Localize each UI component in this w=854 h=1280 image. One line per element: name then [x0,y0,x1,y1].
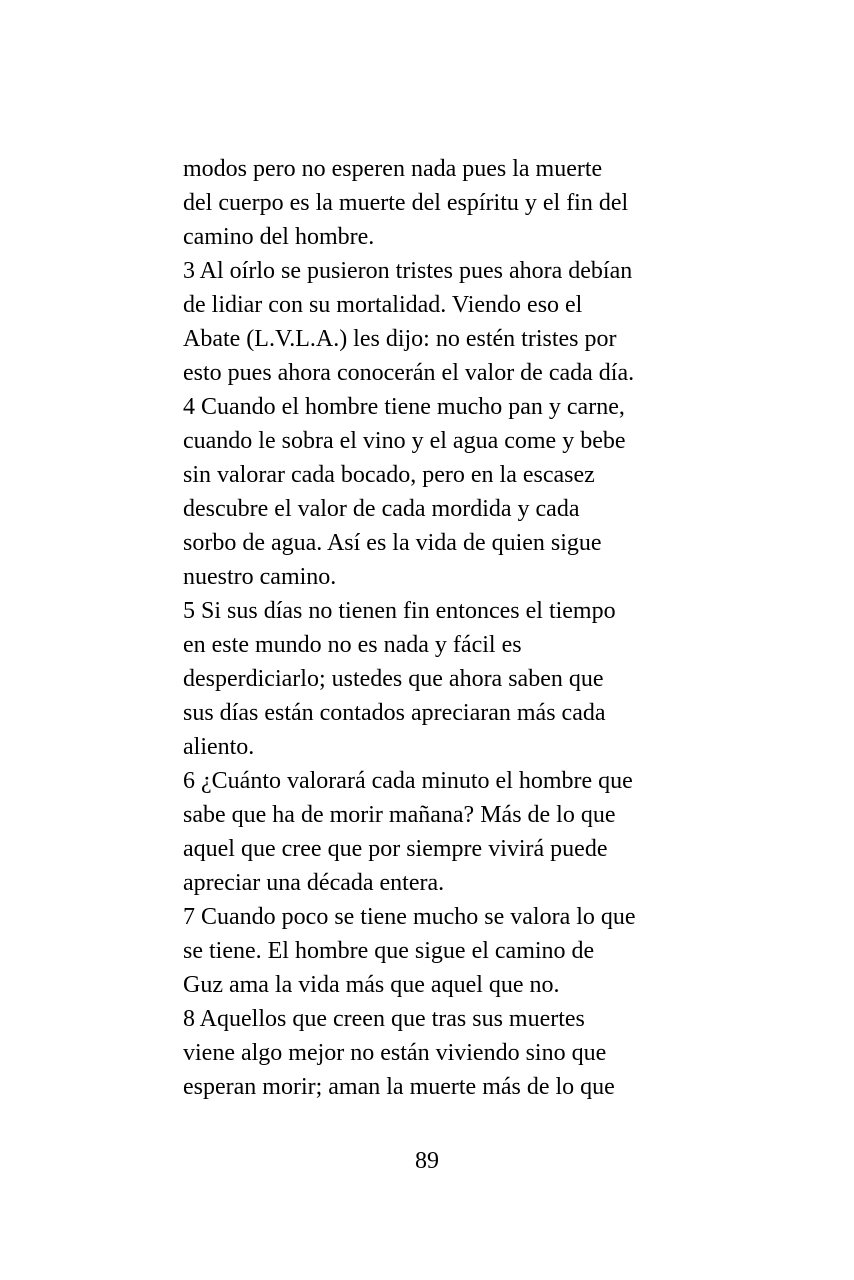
text-line: viene algo mejor no están viviendo sino que [183,1040,607,1066]
text-line: modos pero no esperen nada pues la muerte [183,156,603,182]
text-line: 6 ¿Cuánto valorará cada minuto el hombre que [183,768,633,794]
text-line: sus días están contados apreciaran más cada [183,700,606,726]
text-line: 7 Cuando poco se tiene mucho se valora lo que [183,904,636,930]
text-line: se tiene. El hombre que sigue el camino de [183,938,595,964]
text-line: 4 Cuando el hombre tiene mucho pan y carne, [183,394,625,420]
text-line: sin valorar cada bocado, pero en la escasez [183,462,595,488]
text-line: aliento. [183,734,255,760]
text-line: esperan morir; aman la muerte más de lo que [183,1074,615,1100]
text-line: desperdiciarlo; ustedes que ahora saben que [183,666,604,692]
text-line: camino del hombre. [183,224,375,250]
text-line: del cuerpo es la muerte del espíritu y el fin del [183,190,629,216]
text-line: descubre el valor de cada mordida y cada [183,496,580,522]
text-line: de lidiar con su mortalidad. Viendo eso el [183,292,583,318]
text-line: esto pues ahora conocerán el valor de cada día. [183,360,635,386]
text-line: apreciar una década entera. [183,870,445,896]
text-line: nuestro camino. [183,564,337,590]
text-line: 5 Si sus días no tienen fin entonces el tiempo [183,598,616,624]
text-line: sorbo de agua. Así es la vida de quien sigue [183,530,602,556]
text-line: sabe que ha de morir mañana? Más de lo que [183,802,616,828]
text-line: cuando le sobra el vino y el agua come y bebe [183,428,626,454]
text-line: aquel que cree que por siempre vivirá puede [183,836,608,862]
body-text [183,152,683,1104]
text-line: Guz ama la vida más que aquel que no. [183,972,560,998]
text-line: 3 Al oírlo se pusieron tristes pues ahora debían [183,258,633,284]
text-line: en este mundo no es nada y fácil es [183,632,522,658]
text-line: 8 Aquellos que creen que tras sus muertes [183,1006,585,1032]
text-line: Abate (L.V.L.A.) les dijo: no estén tristes por [183,326,617,352]
page-number: 89 [415,1148,439,1174]
